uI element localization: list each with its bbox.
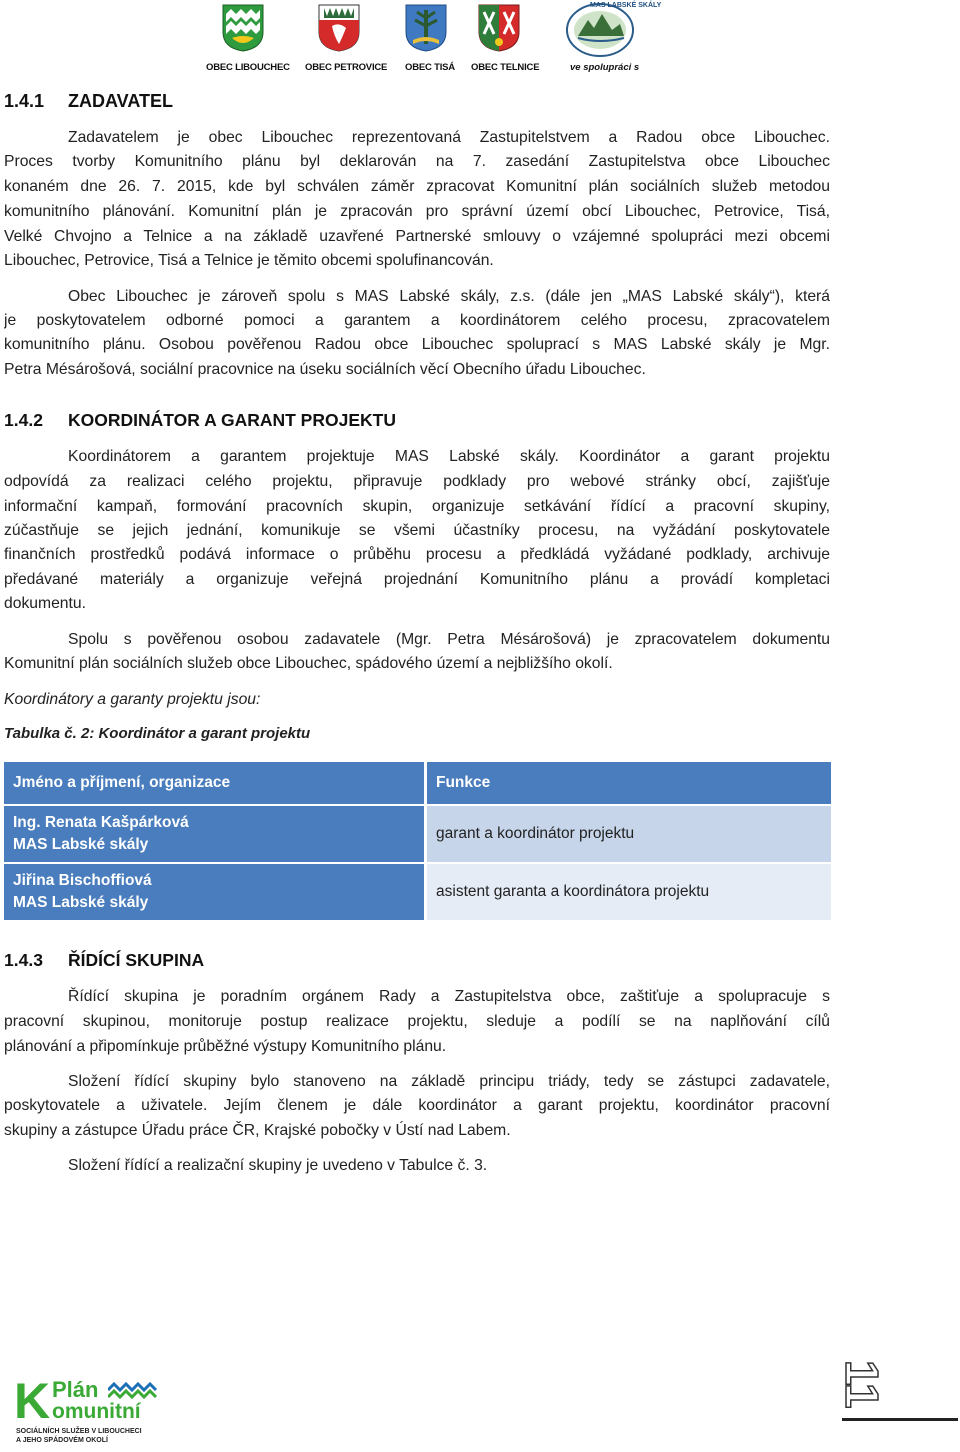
paragraph-line: Zadavatelem je obec Libouchec reprezentovaná Zastupitelstvem a Radou obce Libouchec. (68, 129, 830, 146)
paragraph-line: Spolu s pověřenou osobou zadavatele (Mgr. Petra Mésárošová) je zpracovatelem dokumentu (68, 631, 830, 648)
paragraph-line: je poskytovatelem odborné pomoci a garantem a koordinátorem celého procesu, zpracovatelem (4, 312, 830, 329)
table-row (4, 863, 831, 921)
petrovice-crest-icon (318, 4, 360, 52)
page-number-rule (842, 1418, 958, 1421)
paragraph-line: komunitního plánu. Osobou pověřenou Radou obce Libouchec spoluprací s MAS Labské skály je Mgr. (4, 336, 830, 353)
paragraph-line: finančních prostředků podává informace o průběhu procesu a předkládá vyžádané podklady, archivuje (4, 546, 830, 563)
paragraph-line: Proces tvorby Komunitního plánu byl deklarován na 7. zasedání Zastupitelstva obce Libouchec (4, 153, 830, 170)
petrovice-label: OBEC PETROVICE (305, 62, 388, 73)
section-heading-zadavatel (4, 91, 173, 112)
paragraph-line: Složení řídící skupiny bylo stanoveno na základě principu triády, tedy se zástupci zadavatele, (68, 1073, 830, 1090)
paragraph-line: zúčastňuje se jejich jednání, komunikuje se všemi účastníky procesu, na vyžádání poskytovatele (4, 522, 830, 539)
paragraph-line: Velké Chvojno a Telnice a na základě uzavřené Partnerské smlouvy o vzájemné spolupráci mezi obcemi (4, 228, 830, 245)
paragraph-line: pracovní skupinou, monitoruje postup realizace projektu, sleduje a podílí se na naplňování cílů (4, 1013, 830, 1030)
tisa-crest-icon (405, 4, 447, 52)
paragraph-line: konaném dne 26. 7. 2015, kde byl schválen záměr zpracovat Komunitní plán sociálních služeb metodou (4, 178, 830, 195)
person-cell (4, 863, 426, 921)
paragraph-line: Složení řídící a realizační skupiny je uvedeno v Tabulce č. 3. (68, 1157, 488, 1174)
libouchec-crest-icon (222, 4, 264, 52)
paragraph-line: informační kampaň, formování pracovních skupin, organizuje setkávání řídící a pracovní skupiny, (4, 498, 830, 515)
person-name: Jiřina Bischoffiová (13, 872, 152, 889)
mas-logo-text: MAS LABSKÉ SKÁLY (590, 2, 662, 9)
logo-caption-line1: SOCIÁLNÍCH SLUŽEB V LIBOUCHECI (16, 1428, 142, 1435)
section-title: ZADAVATEL (68, 91, 173, 111)
table-row (4, 805, 831, 863)
section-number: 1.4.1 (4, 91, 45, 111)
paragraph-line: poskytovatele a uživatele. Jejím členem je dále koordinátor a garant projektu, koordinátor pracovní (4, 1097, 830, 1114)
person-role: garant a koordinátor projektu (426, 805, 832, 863)
section-title: ŘÍDÍCÍ SKUPINA (68, 950, 205, 970)
paragraph-line: Obec Libouchec je zároveň spolu s MAS Labské skály, z.s. (dále jen „MAS Labské skály“), která (68, 288, 830, 305)
section-heading-ridici-skupina (4, 950, 204, 971)
paragraph-line: Libouchec, Petrovice, Tisá a Telnice je těmito obcemi spolufinancován. (4, 252, 494, 269)
logo-letter-k: K (14, 1373, 51, 1429)
telnice-crest-icon (478, 4, 520, 52)
coordinators-table (4, 762, 831, 922)
column-header-name: Jméno a příjmení, organizace (4, 762, 426, 805)
section-title: KOORDINÁTOR A GARANT PROJEKTU (68, 410, 396, 430)
person-organization: MAS Labské skály (13, 894, 149, 911)
section-number: 1.4.3 (4, 950, 43, 970)
section-heading-koordinator (4, 410, 396, 431)
paragraph-line: Řídící skupina je poradním orgánem Rady a Zastupitelstva obce, zaštiťuje a spolupracuje s (68, 988, 830, 1005)
person-name: Ing. Renata Kašpárková (13, 814, 189, 831)
section-number: 1.4.2 (4, 410, 43, 430)
mas-subcaption: ve spolupráci s (570, 62, 640, 73)
logo-caption-line2: A JEHO SPÁDOVÉM OKOLÍ (16, 1437, 108, 1444)
table-header-row (4, 762, 831, 805)
page-number: 11 (836, 1360, 888, 1409)
person-cell (4, 805, 426, 863)
paragraph-line: komunitního plánování. Komunitní plán je zpracován pro správní území obcí Libouchec, Petrovice, Tisá, (4, 203, 830, 220)
logo-word-omunitni: omunitní (52, 1400, 141, 1423)
paragraph-line: odpovídá za realizaci celého projektu, připravuje podklady pro webové stránky obcí, zajišťuje (4, 473, 830, 490)
person-organization: MAS Labské skály (13, 836, 149, 853)
tisa-label: OBEC TISÁ (405, 62, 455, 73)
paragraph-line: skupiny a zástupce Úřadu práce ČR, Krajské pobočky v Ústí nad Labem. (4, 1122, 511, 1139)
logo-word-plan: Plán (52, 1377, 99, 1402)
paragraph-line: Petra Mésárošová, sociální pracovnice na úseku sociálních věcí Obecního úřadu Libouchec. (4, 361, 646, 378)
person-role: asistent garanta a koordinátora projektu (426, 863, 832, 921)
column-header-role: Funkce (426, 762, 832, 805)
paragraph-line: Komunitní plán sociálních služeb obce Libouchec, spádového území a nejbližšího okolí. (4, 655, 613, 672)
logo-zigzag-icon (108, 1380, 158, 1400)
mas-labske-skaly-logo-icon (564, 2, 636, 58)
telnice-label: OBEC TELNICE (471, 62, 540, 73)
paragraph-line: plánování a připomínkuje průběžné výstupy Komunitního plánu. (4, 1038, 447, 1055)
coordinators-intro: Koordinátory a garanty projektu jsou: (4, 691, 261, 708)
paragraph-line: Koordinátorem a garantem projektuje MAS Labské skály. Koordinátor a garant projektu (68, 448, 830, 465)
paragraph-line: předávané materiály a organizuje veřejná projednání Komunitního plánu a provádí kompletaci (4, 571, 830, 588)
table-caption: Tabulka č. 2: Koordinátor a garant projektu (4, 725, 311, 742)
paragraph-line: dokumentu. (4, 595, 86, 612)
libouchec-label: OBEC LIBOUCHEC (206, 62, 290, 73)
